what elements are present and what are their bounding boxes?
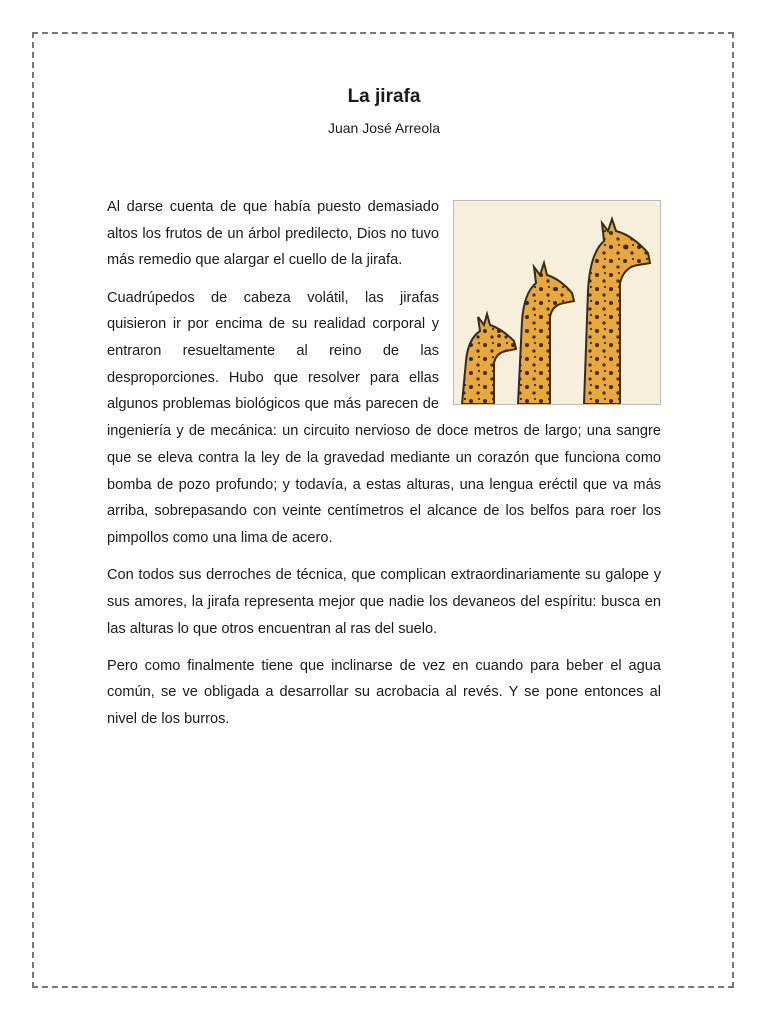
paragraph-1: Al darse cuenta de que había puesto demasiado altos los frutos de un árbol predilecto, Dios no tuvo más remedio que alargar el cuello de la jirafa. [107, 199, 439, 269]
paragraph-2: Cuadrúpedos de cabeza volátil, las jirafas quisieron ir por encima de su realidad corporal y entraron resueltamente al reino de las desproporciones. Hubo que resolver para ellas algunos problemas biológicos que más parecen de ingeniería y de mecánica: un circuito nervioso de doce metros de largo; una sangre que se eleva contra la ley de la gravedad mediante un corazón que funciona como bomba de pozo profundo; y todavía, a estas alturas, una lengua eréctil que va más arriba, sobrepasando con veinte centímetros el alcance de los belfos para roer los pimpollos como una lima de acero. [107, 289, 661, 546]
document-body [107, 194, 661, 743]
document-title: La jirafa [347, 86, 421, 107]
paragraph-4: Pero como finalmente tiene que inclinarse de vez en cuando para beber el agua común, se ve obligada a desarrollar su acrobacia al revés. Y se pone entonces al nivel de los burros. [107, 657, 661, 728]
giraffes-icon [454, 201, 660, 404]
paragraph-3: Con todos sus derroches de técnica, que complican extraordinariamente su galope y sus amores, la jirafa representa mejor que nadie los devaneos del espíritu: busca en las alturas lo que otros encuentran al ras del suelo. [107, 567, 661, 637]
document-author: Juan José Arreola [327, 120, 441, 136]
giraffes-illustration [453, 200, 661, 405]
